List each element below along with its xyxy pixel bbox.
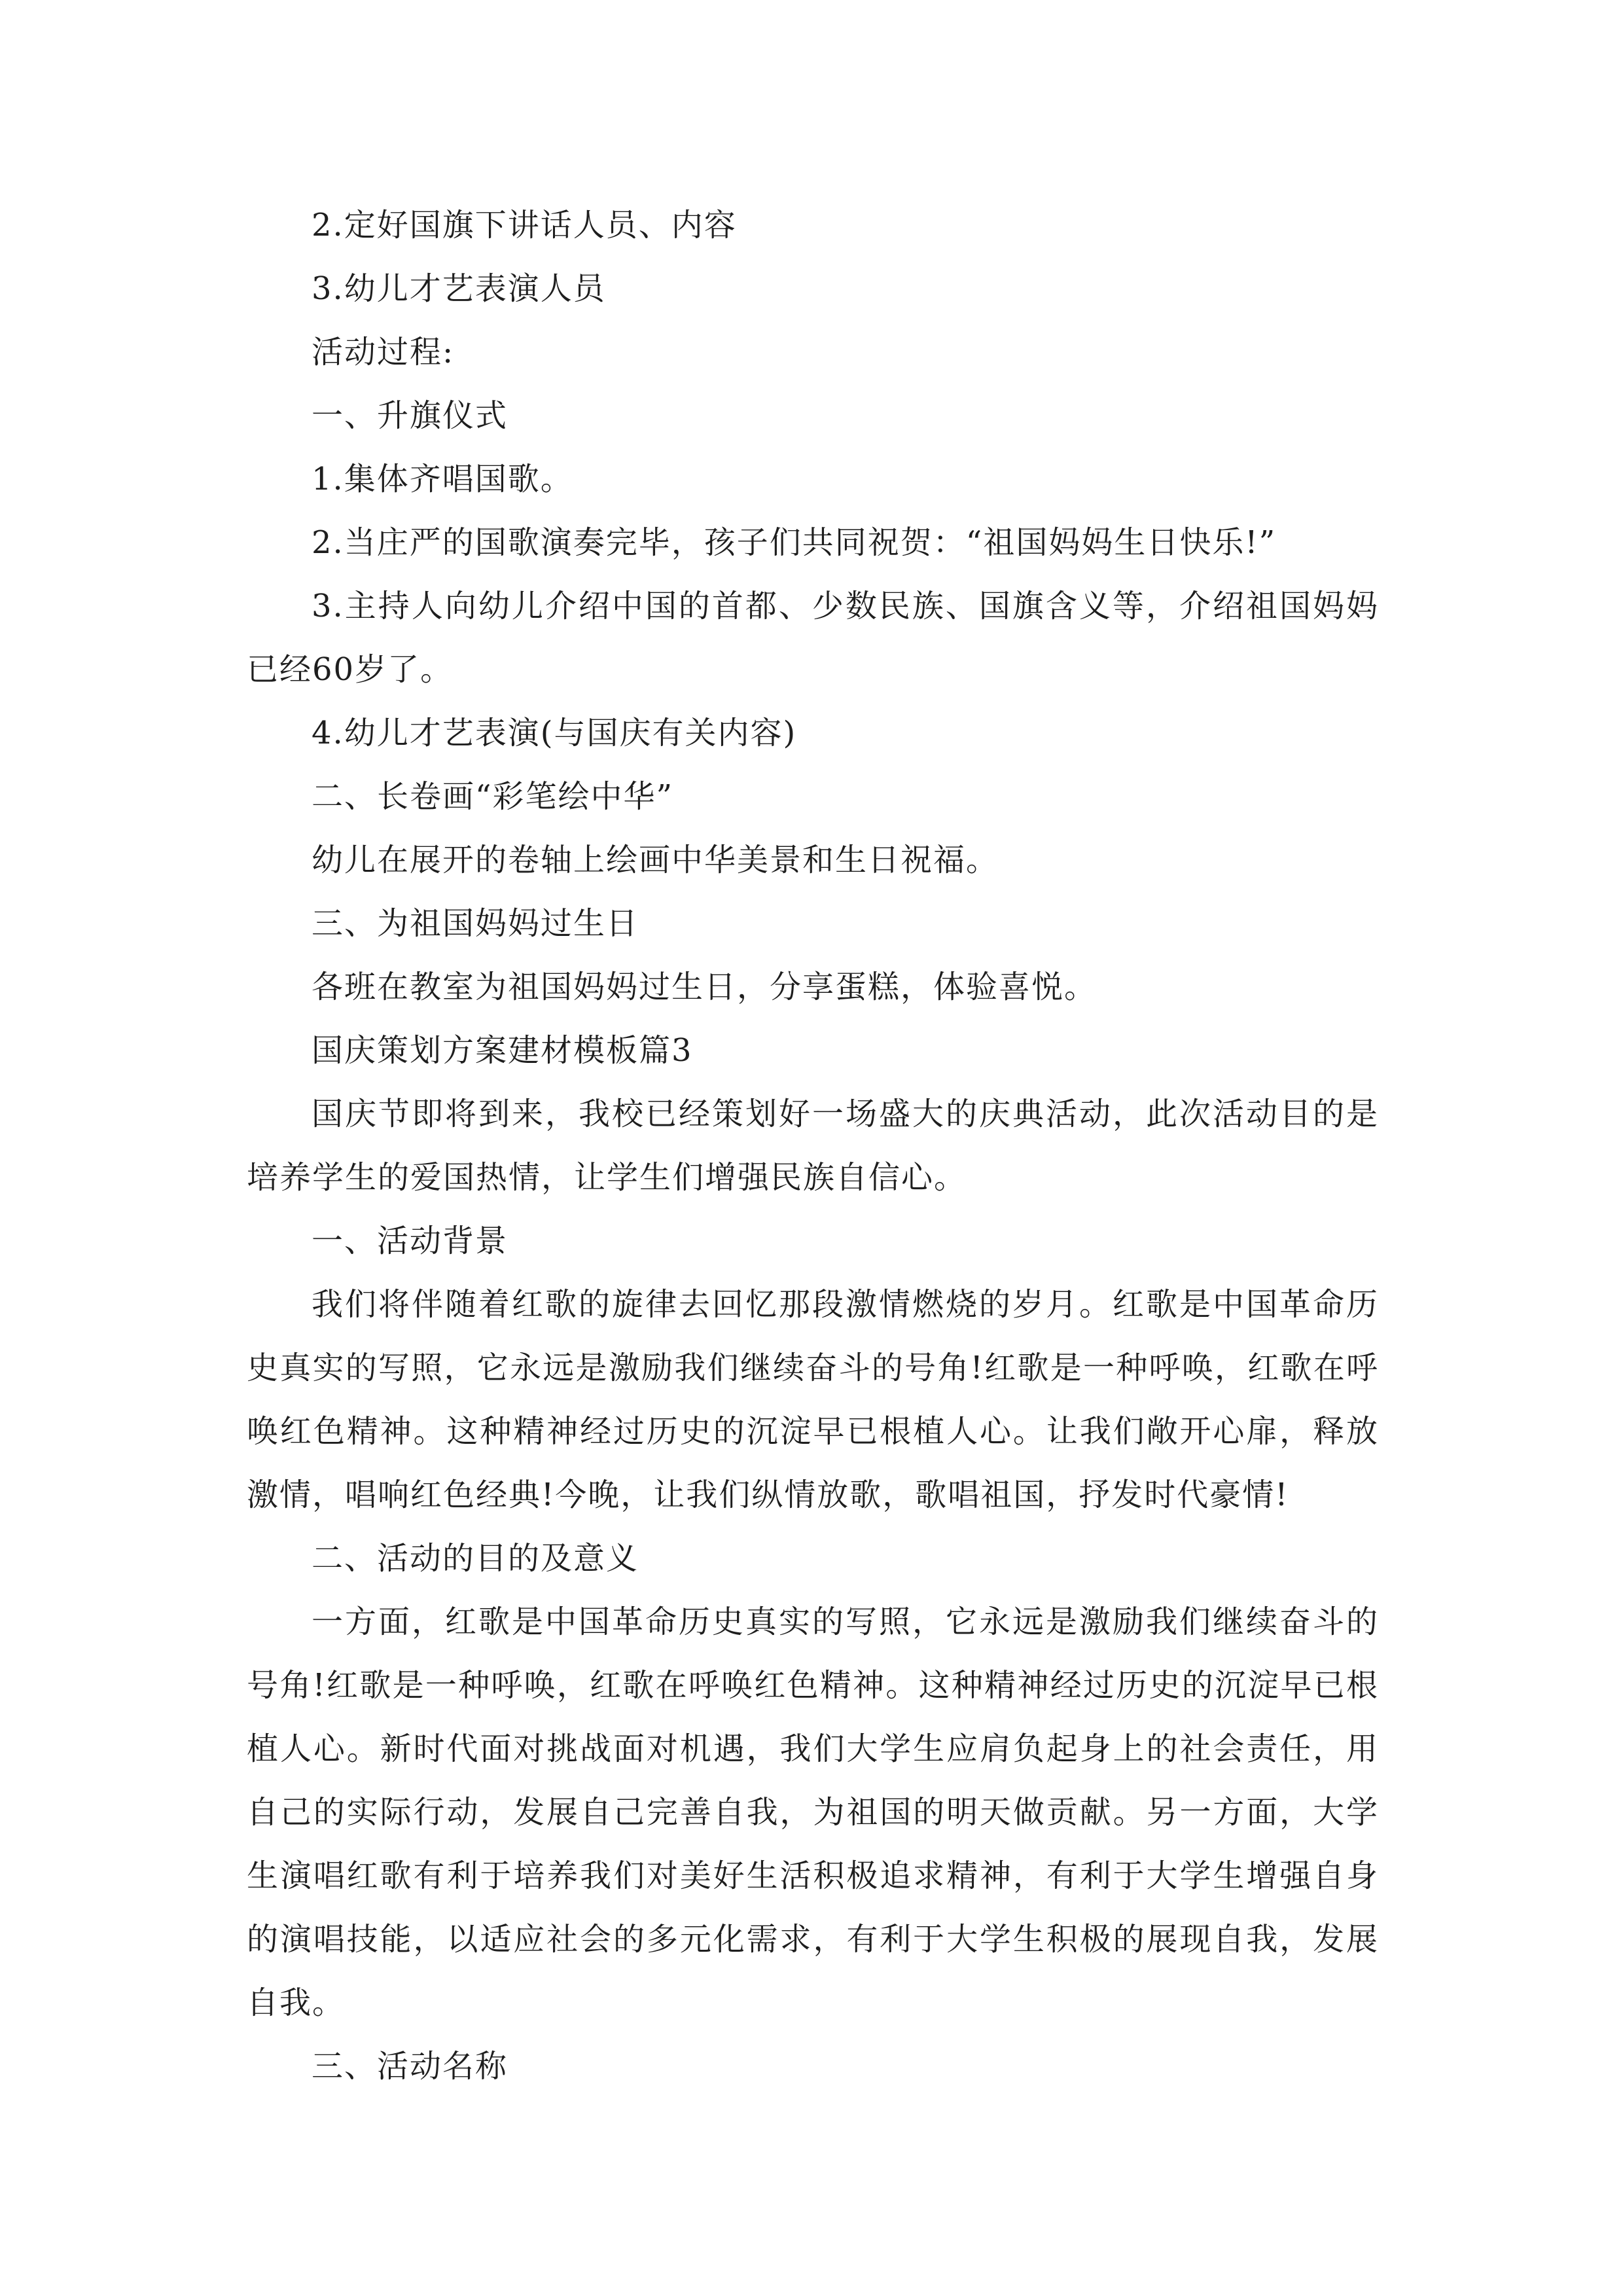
paragraph-12: 各班在教室为祖国妈妈过生日，分享蛋糕，体验喜悦。	[312, 969, 1097, 1005]
section-heading-1: 一、升旗仪式	[312, 397, 508, 434]
paragraph-16: 我们将伴随着红歌的旋律去回忆那段激情燃烧的岁月。红歌是中国革命历史真实的写照，它永远是激励我们继续奋斗的号角!红歌是一种呼唤，红歌在呼唤红色精神。这种精神经过历史的沉淀早已根植人心。让我们敞开心扉，释放激情，唱响红色经典!今晚，让我们纵情放歌，歌唱祖国，抒发时代豪情!	[247, 1286, 1379, 1513]
paragraph-7: 3.主持人向幼儿介绍中国的首都、少数民族、国旗含义等，介绍祖国妈妈已经60岁了。	[247, 588, 1379, 688]
section-heading-background: 一、活动背景	[312, 1223, 508, 1259]
section-heading-name: 三、活动名称	[312, 2048, 508, 2085]
paragraph-18: 一方面，红歌是中国革命历史真实的写照，它永远是激励我们继续奋斗的号角!红歌是一种呼唤，红歌在呼唤红色精神。这种精神经过历史的沉淀早已根植人心。新时代面对挑战面对机遇，我们大学生应肩负起身上的社会责任，用自己的实际行动，发展自己完善自我，为祖国的明天做贡献。另一方面，大学生演唱红歌有利于培养我们对美好生活积极追求精神，有利于大学生增强自身的演唱技能，以适应社会的多元化需求，有利于大学生积极的展现自我，发展自我。	[247, 1604, 1379, 2021]
section-heading-2: 二、长卷画“彩笔绘中华”	[312, 778, 674, 815]
document-body	[247, 194, 1379, 2098]
paragraph-3: 活动过程:	[312, 334, 455, 370]
paragraph-2: 3.幼儿才艺表演人员	[312, 270, 606, 307]
section-heading-3: 三、为祖国妈妈过生日	[312, 905, 639, 942]
paragraph-8: 4.幼儿才艺表演(与国庆有关内容)	[312, 715, 797, 751]
paragraph-5: 1.集体齐唱国歌。	[312, 461, 573, 497]
section-heading-purpose: 二、活动的目的及意义	[312, 1540, 639, 1577]
document-title: 国庆策划方案建材模板篇3	[312, 1032, 693, 1069]
paragraph-10: 幼儿在展开的卷轴上绘画中华美景和生日祝福。	[312, 842, 999, 878]
paragraph-6: 2.当庄严的国歌演奏完毕，孩子们共同祝贺：“祖国妈妈生日快乐!”	[312, 524, 1277, 561]
paragraph-1: 2.定好国旗下讲话人员、内容	[312, 207, 737, 243]
paragraph-14: 国庆节即将到来，我校已经策划好一场盛大的庆典活动，此次活动目的是培养学生的爱国热情，让学生们增强民族自信心。	[247, 1096, 1379, 1196]
